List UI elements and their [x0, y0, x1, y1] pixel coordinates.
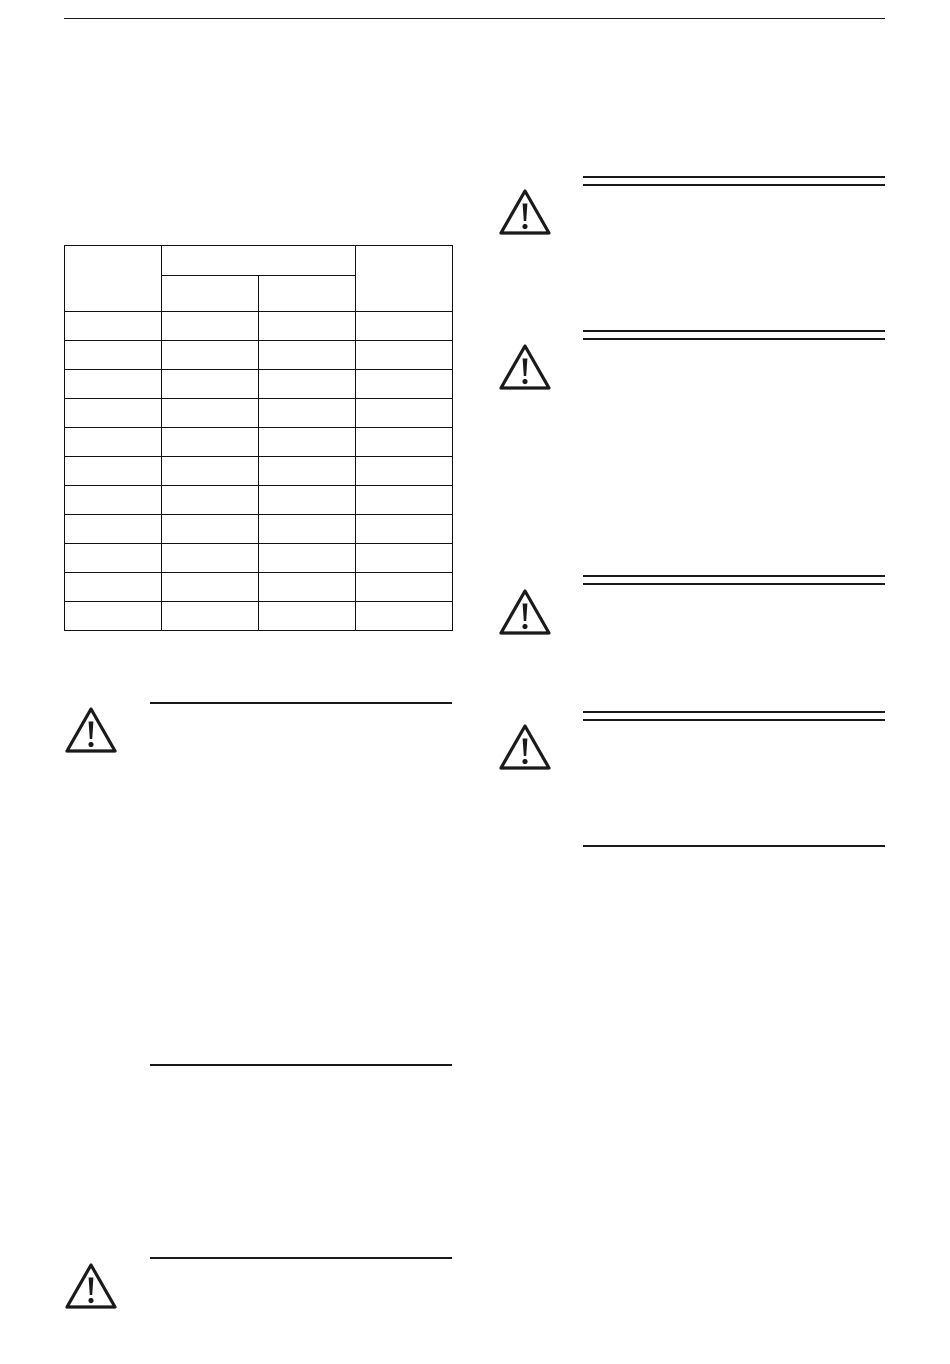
warning-top-rule [583, 330, 885, 332]
table-cell [65, 370, 162, 399]
table-subheader-cell [162, 276, 259, 312]
table-cell [259, 573, 356, 602]
table-cell [356, 428, 453, 457]
table-row [65, 341, 453, 370]
warning-triangle-icon [498, 343, 552, 391]
warning-triangle-icon [64, 706, 118, 754]
table-cell [356, 399, 453, 428]
table-header-cell [162, 246, 356, 276]
table-row [65, 515, 453, 544]
warning-top-rule [583, 184, 885, 186]
table-cell [259, 428, 356, 457]
warning-triangle-icon [64, 1262, 118, 1310]
table-cell [162, 457, 259, 486]
warning-triangle-icon [498, 188, 552, 236]
warning-top-rule [583, 338, 885, 340]
table-row [65, 544, 453, 573]
table-cell [259, 341, 356, 370]
table-cell [65, 399, 162, 428]
table-cell [259, 312, 356, 341]
table-cell [259, 602, 356, 631]
warning-top-rule [583, 575, 885, 577]
table-cell [65, 486, 162, 515]
table-row [65, 457, 453, 486]
table-cell [356, 544, 453, 573]
table-cell [162, 486, 259, 515]
table-cell [356, 370, 453, 399]
table-cell [65, 457, 162, 486]
table-row [65, 399, 453, 428]
table-cell [65, 312, 162, 341]
table-cell [162, 544, 259, 573]
table-cell [65, 428, 162, 457]
specification-table [64, 245, 453, 631]
table-cell [65, 341, 162, 370]
table-cell [162, 515, 259, 544]
table-cell [65, 602, 162, 631]
table-row [65, 573, 453, 602]
table-row [65, 370, 453, 399]
table-row [65, 602, 453, 631]
warning-top-rule [583, 711, 885, 713]
table-cell [65, 515, 162, 544]
table-header-cell [65, 246, 162, 312]
table-header-cell [356, 246, 453, 312]
header-rule [64, 18, 885, 19]
table-cell [259, 370, 356, 399]
table-subheader-cell [259, 276, 356, 312]
table-header-row [65, 246, 453, 276]
table-row [65, 486, 453, 515]
table-cell [259, 486, 356, 515]
warning-bottom-rule [583, 845, 885, 847]
table-cell [356, 515, 453, 544]
section-rule [150, 1064, 452, 1066]
warning-top-rule [583, 176, 885, 178]
table-cell [162, 573, 259, 602]
table-cell [356, 486, 453, 515]
warning-triangle-icon [498, 723, 552, 771]
table-cell [65, 573, 162, 602]
table-row [65, 428, 453, 457]
table-cell [259, 399, 356, 428]
table-cell [259, 544, 356, 573]
table-cell [162, 312, 259, 341]
warning-top-rule [150, 1257, 452, 1259]
table-cell [162, 370, 259, 399]
warning-top-rule [150, 702, 452, 704]
table-row [65, 312, 453, 341]
table-cell [259, 515, 356, 544]
warning-top-rule [583, 583, 885, 585]
table-cell [259, 457, 356, 486]
table-cell [65, 544, 162, 573]
table-cell [356, 602, 453, 631]
table-cell [356, 341, 453, 370]
table-cell [162, 399, 259, 428]
table-cell [356, 573, 453, 602]
table-cell [356, 457, 453, 486]
warning-top-rule [583, 719, 885, 721]
table-cell [162, 341, 259, 370]
table-cell [162, 428, 259, 457]
table-cell [356, 312, 453, 341]
warning-triangle-icon [498, 588, 552, 636]
table-cell [162, 602, 259, 631]
